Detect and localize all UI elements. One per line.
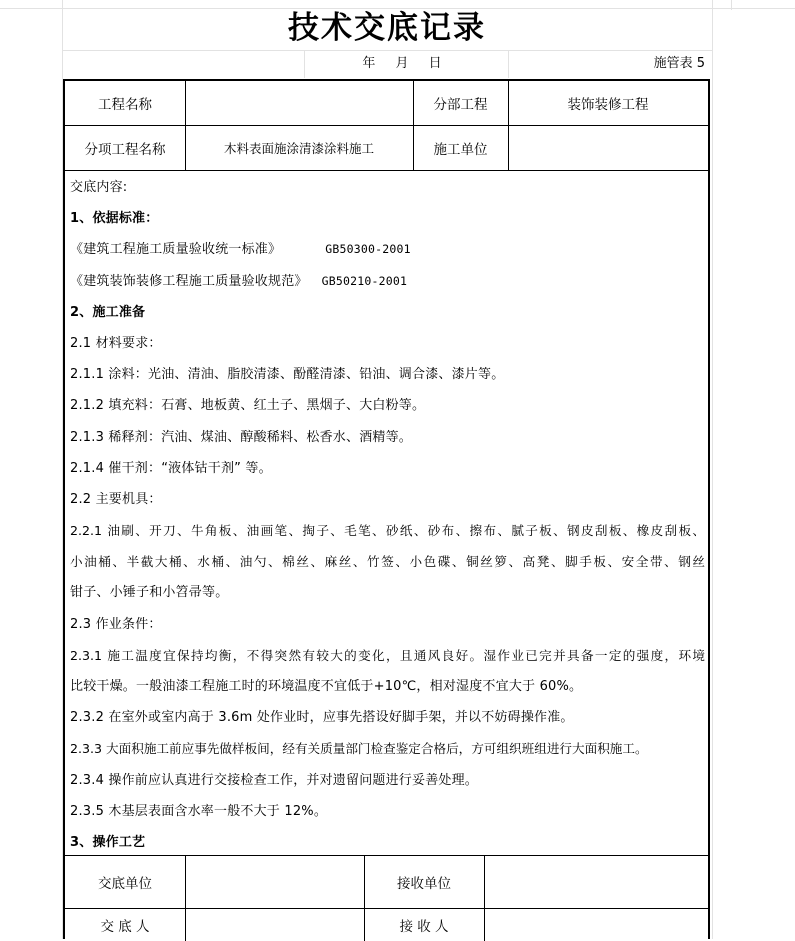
receiver-label: 接 收 人 (399, 918, 449, 935)
section-heading: 2、施工准备 (70, 304, 146, 320)
content-line: 2.3.4 操作前应认真进行交接检查工作，并对遗留问题进行妥善处理。 (70, 772, 479, 788)
content-line: 2.1.3 稀释剂：汽油、煤油、醇酸稀料、松香水、酒精等。 (70, 429, 413, 445)
division-label: 分部工程 (433, 97, 488, 113)
section-heading: 1、依据标准： (70, 211, 159, 227)
standard-line (70, 234, 705, 265)
date-field: 年 月 日 (362, 56, 450, 71)
content-line: 2.3 作业条件： (70, 616, 162, 632)
project-name-value[interactable] (185, 81, 413, 125)
subitem-name-value[interactable]: 木料表面施涂清漆涂料施工 (223, 140, 374, 156)
receiver-value[interactable] (484, 908, 708, 941)
content-line: 2.2 主要机具： (70, 491, 162, 507)
col-divider (185, 81, 186, 170)
row-divider (65, 125, 708, 126)
disclosure-content (70, 172, 705, 858)
project-name-label: 工程名称 (98, 97, 152, 113)
grid-line (712, 0, 713, 939)
content-line: 小油桶、半截大桶、水桶、油勺、棉丝、麻丝、竹签、小色碟、铜丝箩、高凳、脚手板、安全带、钢丝 (70, 554, 705, 570)
disclosure-table (63, 79, 710, 939)
receiving-unit-value[interactable] (484, 855, 708, 908)
content-line: 2.1.2 填充料：石膏、地板黄、红土子、黑烟子、大白粉等。 (70, 398, 426, 414)
content-line: 钳子、小锤子和小笤帚等。 (70, 585, 229, 601)
col-divider (508, 81, 509, 170)
construction-unit-value[interactable] (508, 125, 708, 170)
page-title: 技术交底记录 (288, 10, 486, 46)
standard-title: 《建筑工程施工质量验收统一标准》 (70, 242, 282, 258)
standard-line (70, 266, 705, 297)
row-divider (65, 170, 708, 171)
standard-code: GB50300-2001 (325, 242, 411, 257)
division-value[interactable]: 装饰装修工程 (567, 97, 649, 113)
content-line: 2.3.1 施工温度宜保持均衡，不得突然有较大的变化，且通风良好。湿作业已完并具备一定的强度，环境 (70, 647, 705, 663)
content-line: 2.1.4 催干剂：“液体钴干剂” 等。 (70, 460, 272, 476)
content-line: 2.1.1 涂料：光油、清油、脂胶清漆、酚醛清漆、铅油、调合漆、漆片等。 (70, 367, 505, 383)
col-divider (413, 81, 414, 170)
discloser-label: 交 底 人 (100, 918, 150, 935)
content-line: 2.3.3 大面积施工前应事先做样板间，经有关质量部门检查鉴定合格后，方可组织班组进行大面积施工。 (70, 741, 648, 757)
content-line: 比较干燥。一般油漆工程施工时的环境温度不宜低于+10℃，相对湿度不宜大于 60%。 (70, 679, 583, 694)
content-line: 2.3.5 木基层表面含水率一般不大于 12%。 (70, 803, 328, 819)
grid-line (62, 50, 712, 51)
content-line: 2.2.1 油刷、开刀、牛角板、油画笔、掏子、毛笔、砂纸、砂布、擦布、腻子板、钢皮刮板、橡皮刮板、 (70, 523, 705, 539)
disclosure-unit-value[interactable] (185, 855, 364, 908)
discloser-value[interactable] (185, 908, 364, 941)
content-line: 2.1 材料要求： (70, 335, 162, 351)
receiving-unit-label: 接收单位 (397, 875, 451, 892)
content-line: 2.3.2 在室外或室内高于 3.6m 处作业时，应事先搭设好脚手架，并以不妨碍操作准。 (70, 710, 574, 726)
disclosure-unit-label: 交底单位 (98, 875, 152, 892)
content-intro: 交底内容: (70, 180, 128, 195)
standard-code: GB50210-2001 (321, 273, 408, 288)
subitem-name-label: 分项工程名称 (84, 141, 166, 158)
construction-unit-label: 施工单位 (433, 141, 488, 158)
form-number: 施管表 5 (653, 56, 705, 71)
section-heading: 3、操作工艺 (70, 834, 146, 850)
standard-title: 《建筑装饰装修工程施工质量验收规范》 (70, 273, 308, 289)
